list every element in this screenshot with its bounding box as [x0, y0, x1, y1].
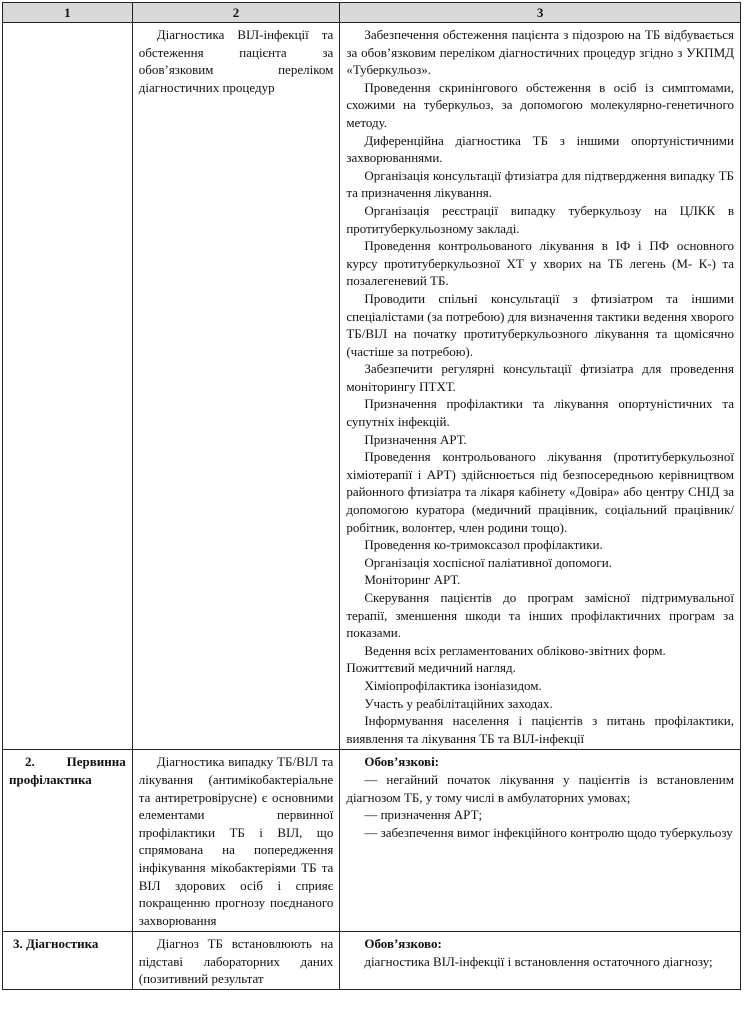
- row3-col1: [3, 932, 133, 990]
- table-row: [3, 23, 741, 750]
- row1-item: Призначення АРТ.: [364, 431, 467, 447]
- row2-col2: [132, 750, 340, 932]
- row1-item: Організація реєстрації випадку туберкульозу на ЦЛКК в протитуберкульозному закладі.: [346, 202, 734, 236]
- table-header-row: [3, 3, 741, 23]
- row1-item: Ведення всіх регламентованих обліково-звітних форм.: [364, 642, 666, 658]
- row1-col2-text: Діагностика ВІЛ-інфекції та обстеження пацієнта за обов’язковим переліком діагностичних процедур: [138, 27, 334, 95]
- row2-col1: [3, 750, 133, 932]
- row1-item: Інформування населення і пацієнтів з питань профілактики, виявлення та лікування ТБ та ВІЛ-інфекції: [346, 713, 734, 746]
- row1-item: Призначення профілактики та лікування опортуністичних та супутніх інфекцій.: [346, 396, 734, 430]
- column-header-1: 1: [3, 3, 133, 23]
- row1-item: Скерування пацієнтів до програм замісної підтримувальної терапії, зменшення шкоди та інших профілактичних програм за показами.: [346, 590, 734, 641]
- row2-col3: [340, 750, 741, 932]
- table-row: [3, 932, 741, 990]
- row3-heading: Обов’язково:: [364, 936, 442, 952]
- section-title-diagnostics: 3. Діагностика: [13, 936, 99, 952]
- table-row: [3, 750, 741, 932]
- column-header-3: 3: [340, 3, 741, 23]
- row1-item: Проведення контрольованого лікування (протитуберкульозної хіміотерапії і АРТ) здійснюється під безпосередньою керівництвом районного фтизіатра та лікаря кабінету «Довіра» або центру СНІД за допомогою куратора (медичний працівник, соціальний працівник/робітник, волонтер, член родини тощо).: [346, 449, 734, 535]
- row1-col1: [3, 23, 133, 750]
- row1-item: Забезпечення обстеження пацієнта з підозрою на ТБ відбувається за обов’язковим переліком діагностичних процедур згідно з УКПМД «Туберкульоз».: [346, 27, 734, 78]
- row1-item: Організація хоспісної паліативної допомоги.: [364, 554, 612, 570]
- row1-item: Забезпечити регулярні консультації фтизіатра для проведення моніторингу ПТХТ.: [346, 361, 734, 394]
- row1-item: Хіміопрофілактика ізоніазидом.: [364, 677, 542, 693]
- column-header-2: 2: [132, 3, 340, 23]
- row2-col2-text: Діагностика випадку ТБ/ВІЛ та лікування (антимікобактеріальне та антиретровірусне) є основними елементами первинної профілактики ТБ і ВІЛ, що спрямована на попередження інфікування мікобактеріями ТБ та ВІЛ здорових осіб і сприяє покращенню прогнозу поєднаного захворювання: [138, 754, 334, 928]
- row1-item: Моніторинг АРТ.: [364, 572, 461, 588]
- row1-item: Організація консультації фтизіатра для підтвердження випадку ТБ та призначення лікування.: [346, 167, 734, 201]
- row1-item: Проводити спільні консультації з фтизіатром та іншими спеціалістами (за потребою) для визначення тактики ведення хворого ТБ/ВІЛ на початку протитуберкульозного лікування та щомісячно (частіше за потребою).: [346, 290, 734, 359]
- row3-item: діагностика ВІЛ-інфекції і встановлення остаточного діагнозу;: [364, 953, 713, 969]
- row1-item-noindent: Пожиттєвий медичний нагляд.: [346, 660, 516, 676]
- row2-item: — забезпечення вимог інфекційного контролю щодо туберкульозу: [364, 824, 733, 840]
- row1-item: Участь у реабілітаційних заходах.: [364, 695, 553, 711]
- protocol-table: [2, 2, 741, 990]
- row2-heading: Обов’язкові:: [364, 754, 440, 770]
- row1-col2: [132, 23, 340, 750]
- row1-item: Диференційна діагностика ТБ з іншими опортуністичними захворюваннями.: [346, 132, 734, 166]
- section-title-primary-prevention: 2. Первинна профілактика: [9, 754, 126, 787]
- row3-col3: [340, 932, 741, 990]
- row1-item: Проведення ко-тримоксазол профілактики.: [364, 537, 603, 553]
- row1-item: Проведення контрольованого лікування в ІФ і ПФ основного курсу протитуберкульозної ХТ у хворих на ТБ легень (М- К-) та позалегеневий ТБ.: [346, 238, 734, 289]
- row2-item: — негайний початок лікування у пацієнтів із встановленим діагнозом ТБ, у тому числі в амбулаторних умовах;: [346, 771, 734, 805]
- row3-col2-text: Діагноз ТБ встановлюють на підставі лабораторних даних (позитивний результат: [138, 936, 334, 987]
- row1-col3: [340, 23, 741, 750]
- row3-col2: [132, 932, 340, 990]
- row2-item: — призначення АРТ;: [364, 807, 483, 823]
- row1-item: Проведення скринінгового обстеження в осіб із симптомами, схожими на туберкульоз, за допомогою молекулярно-генетичного методу.: [346, 79, 734, 130]
